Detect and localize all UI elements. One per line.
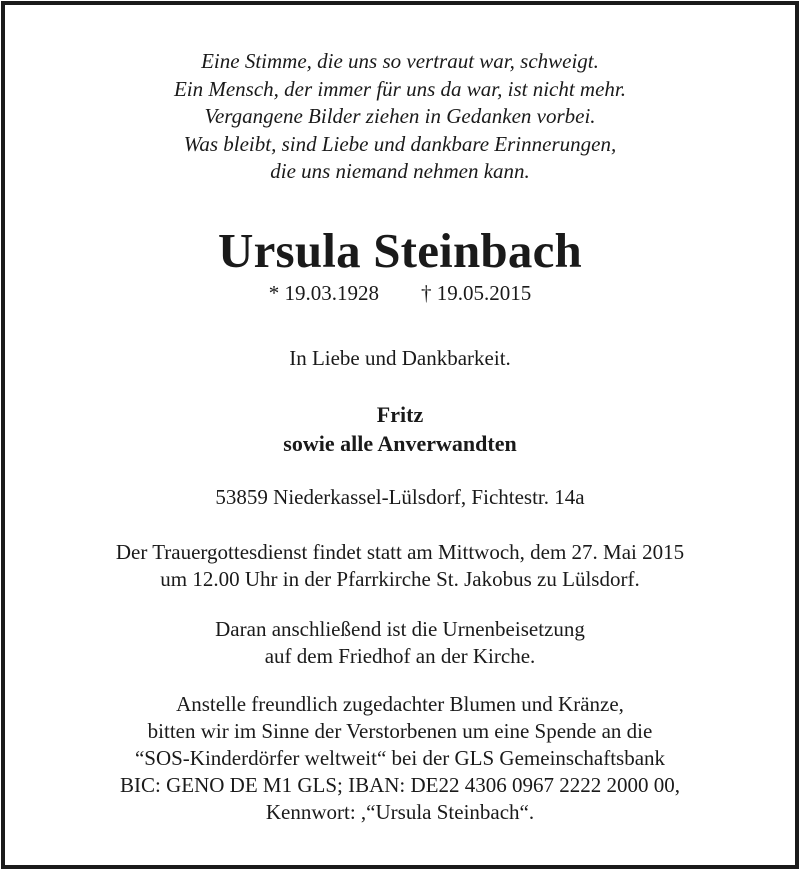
service-line: Der Trauergottesdienst findet statt am Mittwoch, dem 27. Mai 2015 <box>115 540 685 564</box>
death-date: † 19.05.2015 <box>421 281 532 305</box>
mourners <box>5 400 795 458</box>
donation-line: “SOS-Kinderdörfer weltweit“ bei der GLS Gemeinschaftsbank <box>134 746 666 770</box>
burial-line: auf dem Friedhof an der Kirche. <box>264 644 536 668</box>
burial-line: Daran anschließend ist die Urnenbeisetzung <box>215 617 585 641</box>
poem-line: Vergangene Bilder ziehen in Gedanken vorbei. <box>204 104 596 129</box>
poem-line: Was bleibt, sind Liebe und dankbare Erinnerungen, <box>183 131 617 156</box>
family-address: 53859 Niederkassel-Lülsdorf, Fichtestr. 14a <box>215 485 585 509</box>
poem-line: die uns niemand nehmen kann. <box>270 159 530 184</box>
mourner-line: sowie alle Anverwandten <box>283 431 517 456</box>
funeral-service-info <box>5 539 795 593</box>
obituary-notice <box>1 1 799 869</box>
birth-date: * 19.03.1928 <box>268 281 379 305</box>
poem-line: Eine Stimme, die uns so vertraut war, schweigt. <box>201 49 599 73</box>
donation-line: Kennwort: ,“Ursula Steinbach“. <box>265 800 535 824</box>
donation-line: Anstelle freundlich zugedachter Blumen und Kränze, <box>176 692 624 716</box>
poem-line: Ein Mensch, der immer für uns da war, ist nicht mehr. <box>173 76 627 101</box>
donation-line: bitten wir im Sinne der Verstorbenen um eine Spende an die <box>147 719 653 743</box>
donation-line: BIC: GENO DE M1 GLS; IBAN: DE22 4306 0967 2222 2000 00, <box>120 773 680 797</box>
life-dates <box>5 279 795 307</box>
mourner-line: Fritz <box>376 402 424 427</box>
donation-request <box>5 691 795 826</box>
deceased-name: Ursula Steinbach <box>218 223 582 278</box>
service-line: um 12.00 Uhr in der Pfarrkirche St. Jakobus zu Lülsdorf. <box>160 567 640 591</box>
dedication-text: In Liebe und Dankbarkeit. <box>289 346 511 370</box>
memorial-poem <box>5 48 795 186</box>
burial-info <box>5 616 795 670</box>
